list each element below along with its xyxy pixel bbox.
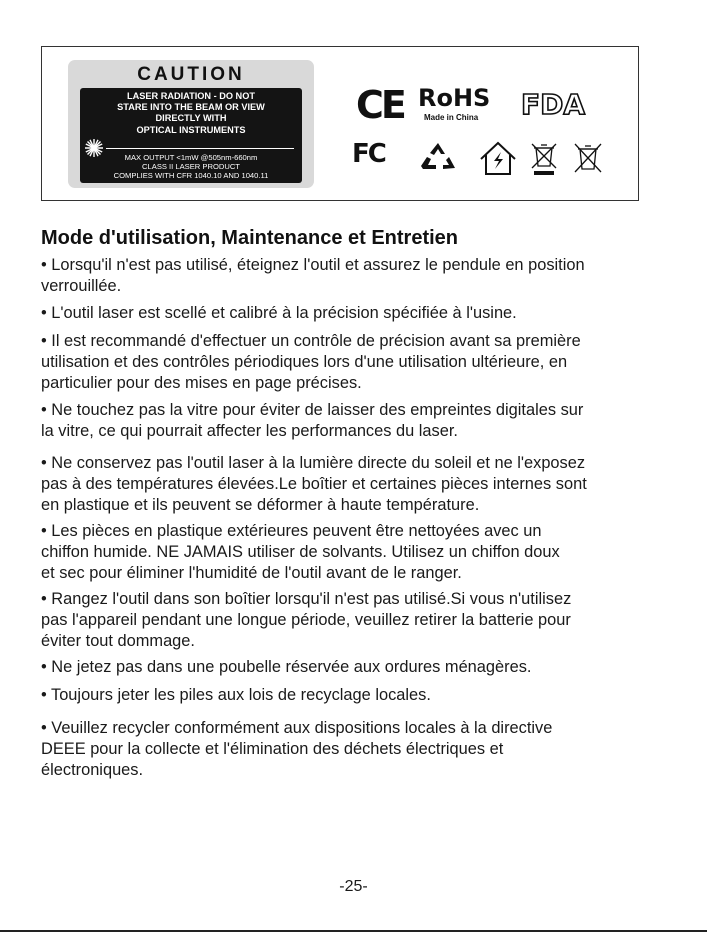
text-line: • Les pièces en plastique extérieures peuvent être nettoyées avec un [41, 522, 542, 540]
certification-marks [342, 77, 632, 197]
text-line: pas l'appareil pendant une longue période, veuillez retirer la batterie pour [41, 611, 571, 629]
text-line: • Ne conservez pas l'outil laser à la lumière directe du soleil et ne l'exposez [41, 454, 586, 472]
caution-title: CAUTION [137, 64, 245, 85]
rohs-mark: RoHS [418, 84, 491, 112]
instruction-paragraph [41, 521, 661, 584]
weee-bin-icon [527, 140, 561, 178]
spec-line: COMPLIES WITH CFR 1040.10 AND 1040.11 [113, 171, 269, 180]
instruction-paragraph [41, 589, 661, 652]
instruction-paragraph [41, 685, 661, 706]
caution-warning-panel [80, 88, 302, 183]
text-line: utilisation et des contrôles périodiques lors d'une utilisation ultérieure, en [41, 353, 568, 371]
made-in-china-text: Made in China [424, 113, 479, 122]
text-line: éviter tout dommage. [41, 632, 195, 650]
page-bottom-rule [0, 930, 707, 932]
text-line: • Il est recommandé d'effectuer un contrôle de précision avant sa première [41, 332, 581, 350]
text-line: et sec pour éliminer l'humidité de l'outil avant de le ranger. [41, 564, 462, 582]
fcc-mark: FC [352, 139, 385, 169]
instruction-paragraph [41, 453, 661, 516]
text-line: • Toujours jeter les piles aux lois de recyclage locales. [41, 686, 431, 704]
beam-line [106, 148, 294, 149]
recycle-icon [418, 140, 458, 176]
fda-logo-text: FDA [521, 88, 586, 119]
text-line: chiffon humide. NE JAMAIS utiliser de solvants. Utilisez un chiffon doux [41, 543, 560, 561]
fda-logo [519, 87, 601, 119]
text-line: particulier pour des mises en page précises. [41, 374, 362, 392]
instruction-paragraph [41, 718, 661, 781]
caution-label [68, 60, 314, 188]
warning-line: DIRECTLY WITH [155, 113, 227, 123]
text-line: DEEE pour la collecte et l'élimination des déchets électriques et [41, 740, 504, 758]
text-line: • Veuillez recycler conformément aux dispositions locales à la directive [41, 719, 553, 737]
text-line: en plastique et ils peuvent se déformer à haute température. [41, 496, 480, 514]
spec-line: CLASS II LASER PRODUCT [142, 162, 240, 171]
warning-line: OPTICAL INSTRUMENTS [136, 125, 246, 135]
warning-line: LASER RADIATION - DO NOT [127, 91, 255, 101]
certification-label-box [41, 46, 639, 201]
text-line: • Ne touchez pas la vitre pour éviter de laisser des empreintes digitales sur [41, 401, 584, 419]
text-line: • Ne jetez pas dans une poubelle réservée aux ordures ménagères. [41, 658, 532, 676]
weee-bin-crossed-icon [571, 140, 605, 176]
text-line: la vitre, ce qui pourrait affecter les performances du laser. [41, 422, 458, 440]
text-line: électroniques. [41, 761, 144, 779]
spec-line: MAX OUTPUT <1mW @505nm-660nm [124, 153, 258, 162]
text-line: • Rangez l'outil dans son boîtier lorsqu'il n'est pas utilisé.Si vous n'utilisez [41, 590, 572, 608]
text-line: • L'outil laser est scellé et calibré à la précision spécifiée à l'usine. [41, 304, 517, 322]
text-line: pas à des températures élevées.Le boîtier et certaines pièces internes sont [41, 475, 587, 493]
indoor-use-house-icon [477, 139, 519, 177]
instruction-paragraph [41, 400, 661, 442]
instruction-paragraph [41, 255, 661, 297]
text-line: verrouillée. [41, 277, 122, 295]
instruction-paragraph [41, 331, 661, 394]
instruction-paragraph [41, 657, 661, 678]
section-heading: Mode d'utilisation, Maintenance et Entretien [41, 227, 459, 249]
ce-mark: CE [356, 83, 404, 127]
page-number: -25- [339, 878, 368, 895]
warning-line: STARE INTO THE BEAM OR VIEW [117, 102, 265, 112]
text-line: • Lorsqu'il n'est pas utilisé, éteignez l'outil et assurez le pendule en position [41, 256, 585, 274]
instruction-paragraph [41, 303, 661, 324]
